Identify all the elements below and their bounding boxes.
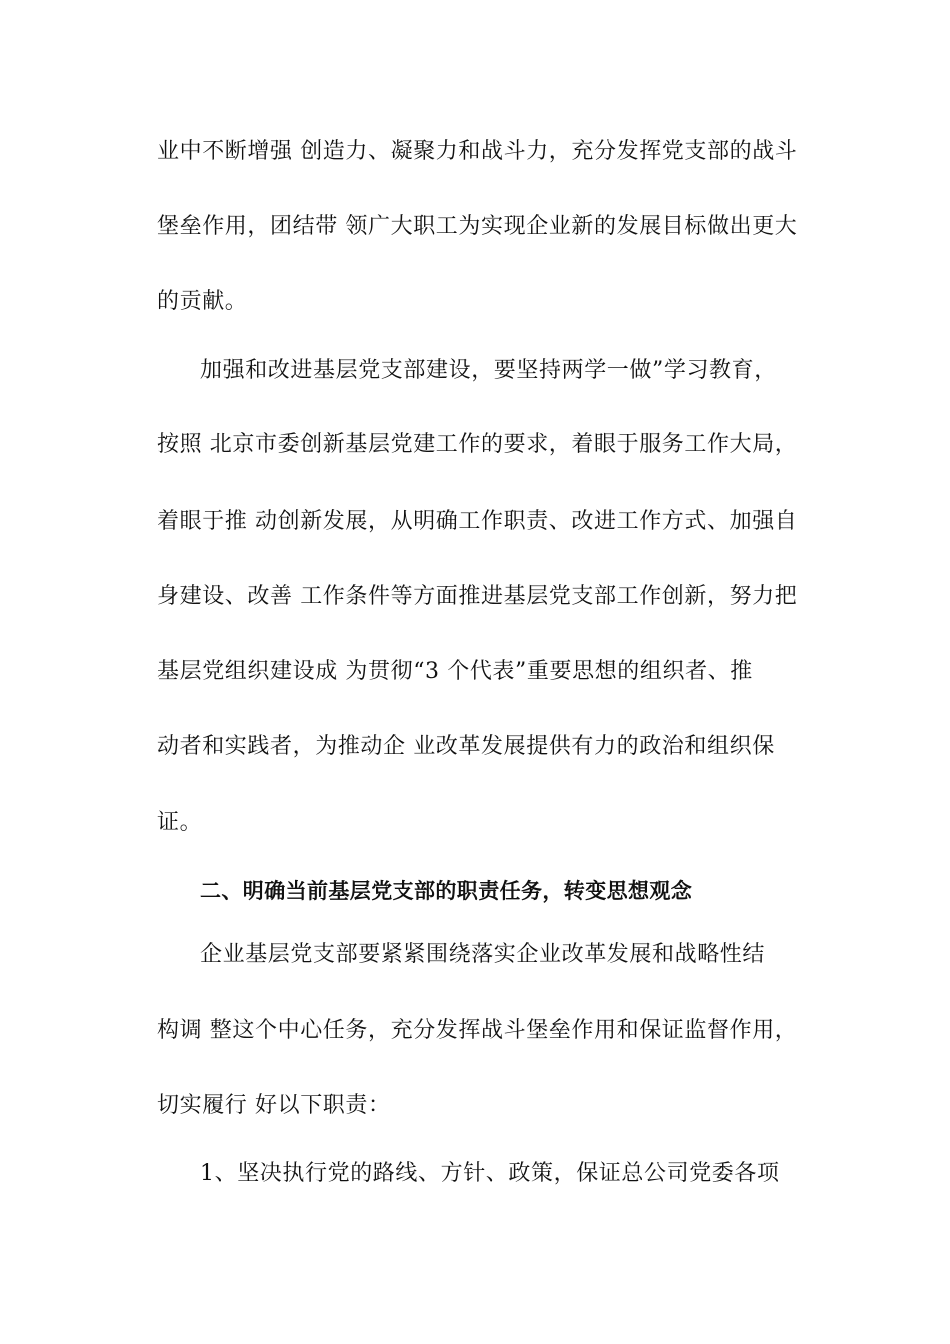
- text-line: 切实履行 好以下职责：: [157, 1093, 391, 1118]
- text-line: 按照 北京市委创新基层党建工作的要求，着眼于服务工作大局，: [157, 432, 798, 457]
- text-line: 堡垒作用，团结带 领广大职工为实现企业新的发展目标做出更大: [157, 214, 798, 239]
- text-line: 身建设、改善 工作条件等方面推进基层党支部工作创新，努力把: [157, 584, 798, 609]
- section-heading: 二、明确当前基层党支部的职责任务，转变思想观念: [200, 879, 693, 903]
- paragraph-start-line: 企业基层党支部要紧紧围绕落实企业改革发展和战略性结: [200, 942, 766, 967]
- paragraph-start-line: 加强和改进基层党支部建设，要坚持两学一做”学习教育，: [200, 358, 777, 383]
- list-item-line: 1、坚决执行党的路线、方针、政策，保证总公司党委各项: [200, 1161, 780, 1186]
- text-line: 动者和实践者，为推动企 业改革发展提供有力的政治和组织保: [157, 734, 775, 759]
- text-line: 基层党组织建设成 为贯彻“3 个代表”重要思想的组织者、推: [157, 659, 753, 684]
- text-line: 业中不断增强 创造力、凝聚力和战斗力，充分发挥党支部的战斗: [157, 139, 798, 164]
- text-line: 着眼于推 动创新发展，从明确工作职责、改进工作方式、加强自: [157, 509, 798, 534]
- text-line: 证。: [157, 810, 203, 835]
- text-line: 的贡献。: [157, 289, 248, 314]
- text-line: 构调 整这个中心任务，充分发挥战斗堡垒作用和保证监督作用，: [157, 1018, 798, 1043]
